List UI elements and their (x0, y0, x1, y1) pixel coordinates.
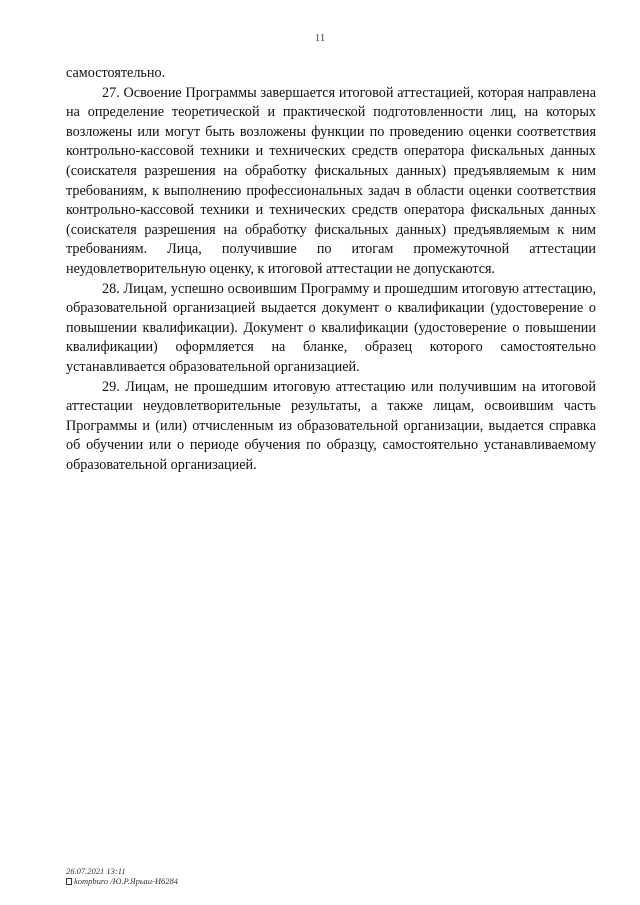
document-body (66, 64, 596, 475)
paragraph-29: 29. Лицам, не прошедшим итоговую аттестацию или получившим на итоговой аттестации неудовлетворительные результаты, а также лицам, освоившим часть Программы и (или) отчисленным из образовательной организации, выдается справка об обучении или о периоде обучения по образцу, самостоятельно устанавливаемому образовательной организацией. (66, 378, 596, 473)
page-number: 11 (314, 32, 326, 44)
paragraph-27: 27. Освоение Программы завершается итоговой аттестацией, которая направлена на определение теоретической и практической подготовленности лиц, на которых возложены или могут быть возложены функции по проведению оценки соответствия контрольно-кассовой техники и технических средств оператора фискальных данных (соискателя разрешения на обработку фискальных данных) предъявляемым к ним требованиям, к выполнению профессиональных задач в области оценки соответствия контрольно-кассовой техники и технических средств оператора фискальных данных (соискателя разрешения на обработку фискальных данных) предъявляемым к ним требованиям. Лица, получившие по итогам промежуточной аттестации неудовлетворительную оценку, к итоговой аттестации не допускаются. (66, 84, 596, 277)
paragraph-continuation: самостоятельно. (66, 65, 166, 81)
footer-file-row (66, 876, 178, 886)
document-icon (66, 878, 72, 885)
footer-timestamp: 26.07.2021 13:11 (66, 866, 126, 876)
footer-file-ref: kompburo /Ю.Р.Ярыш-И6284 (74, 876, 178, 886)
footer-stamp (66, 866, 178, 886)
paragraph-28: 28. Лицам, успешно освоившим Программу и прошедшим итоговую аттестацию, образовательной организацией выдается документ о квалификации (удостоверение о повышении квалификации). Документ о квалификации (удостоверение о повышении квалификации) оформляется на бланке, образец которого самостоятельно устанавливается образовательной организацией. (66, 280, 596, 375)
